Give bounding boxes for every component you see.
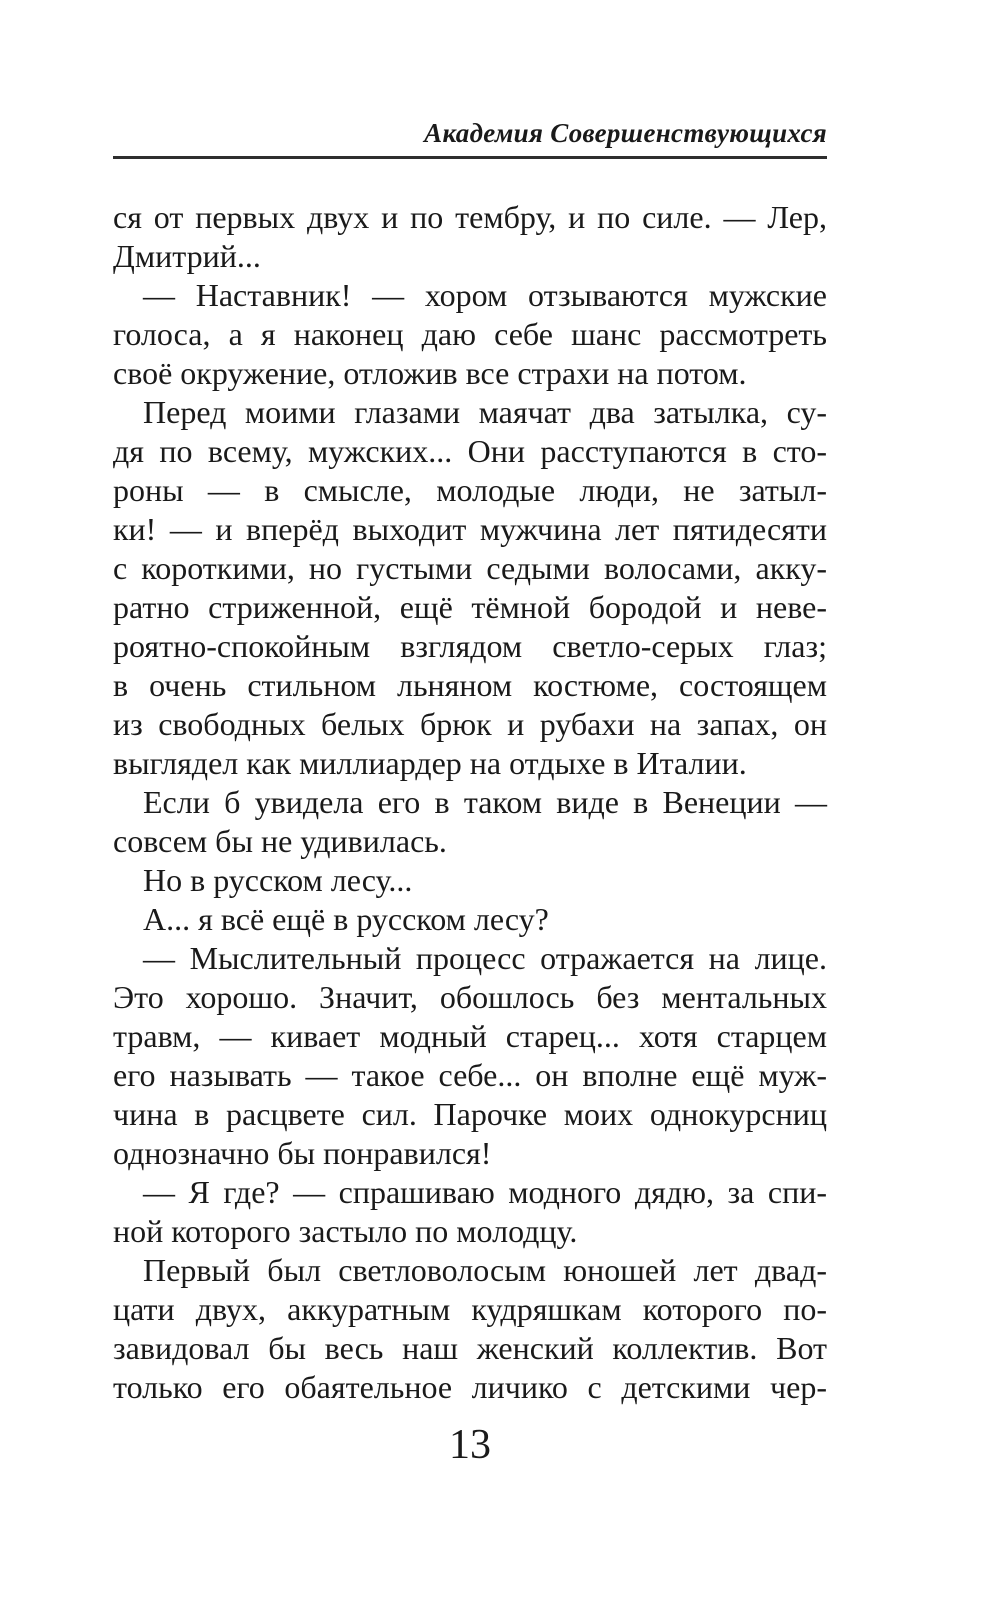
page-number: 13: [449, 1422, 491, 1468]
text-line: ратно стриженной, ещё тёмной бородой и неве-: [113, 589, 827, 625]
text-line: роны — в смысле, молодые люди, не затыл-: [113, 472, 827, 508]
text-line: только его обаятельное личико с детскими чер-: [113, 1369, 827, 1405]
running-header-title: Академия Совершенствующихся: [424, 118, 827, 148]
text-line: ки! — и вперёд выходит мужчина лет пятидесяти: [113, 511, 827, 547]
text-line: Если б увидела его в таком виде в Венеции —: [143, 784, 827, 820]
text-line: роятно-спокойным взглядом светло-серых глаз;: [113, 628, 827, 664]
text-line: цати двух, аккуратным кудряшкам которого по-: [113, 1291, 827, 1327]
text-line: совсем бы не удивилась.: [113, 823, 447, 859]
text-body: [113, 198, 827, 1407]
text-line: травм, — кивает модный старец... хотя старцем: [113, 1018, 827, 1054]
text-line: чина в расцвете сил. Парочке моих однокурсниц: [113, 1096, 827, 1132]
text-line: завидовал бы весь наш женский коллектив. Вот: [113, 1330, 827, 1366]
text-line: Перед моими глазами маячат два затылка, су-: [143, 394, 827, 430]
text-line: Первый был светловолосым юношей лет двад-: [143, 1252, 827, 1288]
text-line: — Я где? — спрашиваю модного дядю, за спи-: [143, 1174, 827, 1210]
text-line: Но в русском лесу...: [143, 862, 413, 898]
text-line: выглядел как миллиардер на отдыхе в Италии.: [113, 745, 747, 781]
text-line: А... я всё ещё в русском лесу?: [143, 901, 549, 937]
text-line: своё окружение, отложив все страхи на потом.: [113, 355, 747, 391]
text-line: с короткими, но густыми седыми волосами, акку-: [113, 550, 827, 586]
text-line: Это хорошо. Значит, обошлось без ментальных: [113, 979, 827, 1015]
text-line: — Мыслительный процесс отражается на лице.: [143, 940, 827, 976]
text-line: — Наставник! — хором отзываются мужские: [143, 277, 827, 313]
header-rule: [113, 156, 827, 159]
text-line: из свободных белых брюк и рубахи на запах, он: [113, 706, 827, 742]
text-line: ся от первых двух и по тембру, и по силе. — Лер,: [113, 199, 827, 235]
text-line: дя по всему, мужских... Они расступаются в сто-: [113, 433, 827, 469]
running-header: [113, 117, 827, 149]
text-line: его называть — такое себе... он вполне ещё муж-: [113, 1057, 827, 1093]
text-line: Дмитрий...: [113, 238, 261, 274]
text-line: ной которого застыло по молодцу.: [113, 1213, 578, 1249]
text-line: в очень стильном льняном костюме, состоящем: [113, 667, 827, 703]
text-line: голоса, а я наконец даю себе шанс рассмотреть: [113, 316, 827, 352]
text-line: однозначно бы понравился!: [113, 1135, 492, 1171]
